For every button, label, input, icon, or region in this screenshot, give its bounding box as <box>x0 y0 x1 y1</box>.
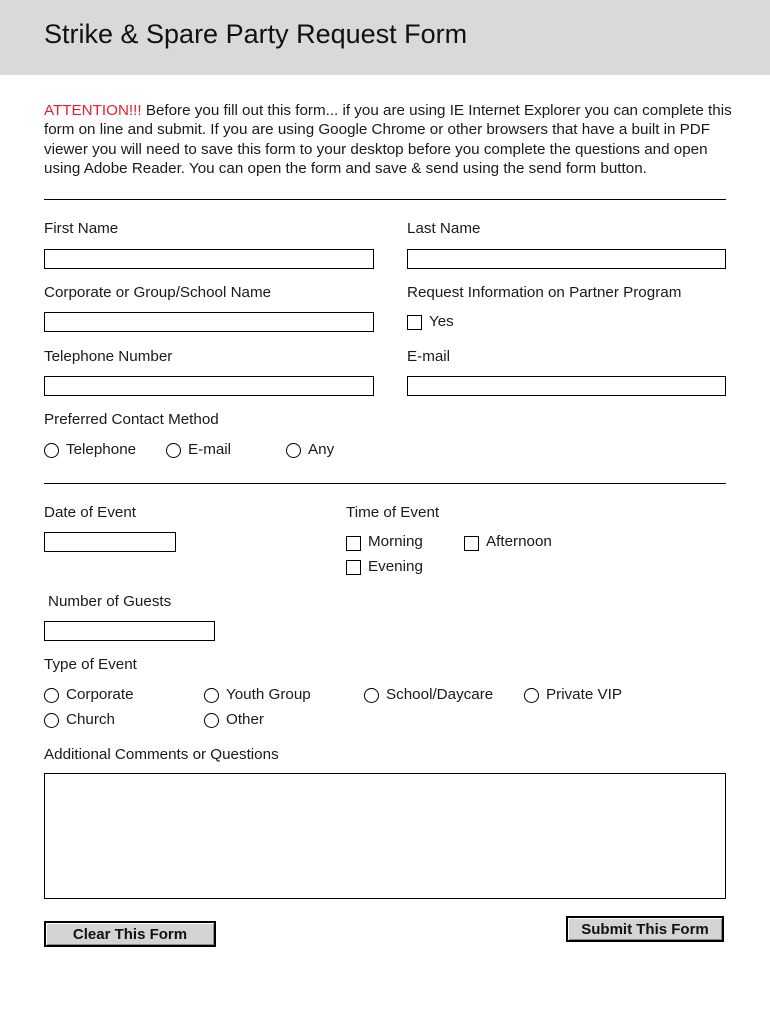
evening-label: Evening <box>368 558 423 575</box>
telephone-label: Telephone Number <box>44 348 173 365</box>
contact-email-radio[interactable] <box>166 443 181 458</box>
afternoon-label: Afternoon <box>486 533 552 550</box>
time-of-event-label: Time of Event <box>346 504 440 521</box>
morning-label: Morning <box>368 533 423 550</box>
number-of-guests-field[interactable] <box>44 621 215 641</box>
partner-program-label: Request Information on Partner Program <box>407 284 682 301</box>
type-youth-group-radio[interactable] <box>204 688 219 703</box>
intro-notice <box>44 101 734 178</box>
type-church-radio[interactable] <box>44 713 59 728</box>
type-of-event-label: Type of Event <box>44 656 137 673</box>
contact-telephone-label: Telephone <box>66 441 137 458</box>
contact-telephone-radio[interactable] <box>44 443 59 458</box>
contact-email-label: E-mail <box>188 441 232 458</box>
type-corporate-radio[interactable] <box>44 688 59 703</box>
company-field[interactable] <box>44 312 374 332</box>
evening-checkbox[interactable] <box>346 560 361 575</box>
type-private-vip-label: Private VIP <box>546 686 622 703</box>
type-school-daycare-label: School/Daycare <box>386 686 494 703</box>
type-other-label: Other <box>226 711 264 728</box>
telephone-field[interactable] <box>44 376 374 396</box>
morning-checkbox[interactable] <box>346 536 361 551</box>
date-of-event-field[interactable] <box>44 532 176 552</box>
email-field[interactable] <box>407 376 726 396</box>
submit-form-button[interactable]: Submit This Form <box>566 916 724 942</box>
comments-label: Additional Comments or Questions <box>44 746 279 763</box>
clear-form-button[interactable]: Clear This Form <box>44 921 216 947</box>
type-private-vip-radio[interactable] <box>524 688 539 703</box>
number-of-guests-label: Number of Guests <box>48 593 172 610</box>
date-of-event-label: Date of Event <box>44 504 137 521</box>
divider <box>44 199 726 200</box>
first-name-label: First Name <box>44 220 119 237</box>
contact-any-label: Any <box>308 441 335 458</box>
divider <box>44 483 726 484</box>
intro-text: Before you fill out this form... if you are using IE Internet Explorer you can complete this form on line and submit. If you are using Google Chrome or other browsers that have a built in PDF viewer you will need to save this form to your desktop before you complete the questions and open using Adobe Reader. You can open the form and save & send using the send form button. <box>44 102 732 177</box>
partner-yes-label: Yes <box>429 313 454 330</box>
contact-method-label: Preferred Contact Method <box>44 411 219 428</box>
comments-textarea[interactable] <box>44 773 726 899</box>
type-youth-group-label: Youth Group <box>226 686 311 703</box>
attention-warning: ATTENTION!!! <box>44 102 142 119</box>
last-name-label: Last Name <box>407 220 481 237</box>
type-corporate-label: Corporate <box>66 686 134 703</box>
contact-any-radio[interactable] <box>286 443 301 458</box>
last-name-field[interactable] <box>407 249 726 269</box>
first-name-field[interactable] <box>44 249 374 269</box>
page-title: Strike & Spare Party Request Form <box>44 19 468 49</box>
email-label: E-mail <box>407 348 451 365</box>
type-school-daycare-radio[interactable] <box>364 688 379 703</box>
partner-yes-checkbox[interactable] <box>407 315 422 330</box>
type-church-label: Church <box>66 711 115 728</box>
type-other-radio[interactable] <box>204 713 219 728</box>
afternoon-checkbox[interactable] <box>464 536 479 551</box>
company-label: Corporate or Group/School Name <box>44 284 272 301</box>
